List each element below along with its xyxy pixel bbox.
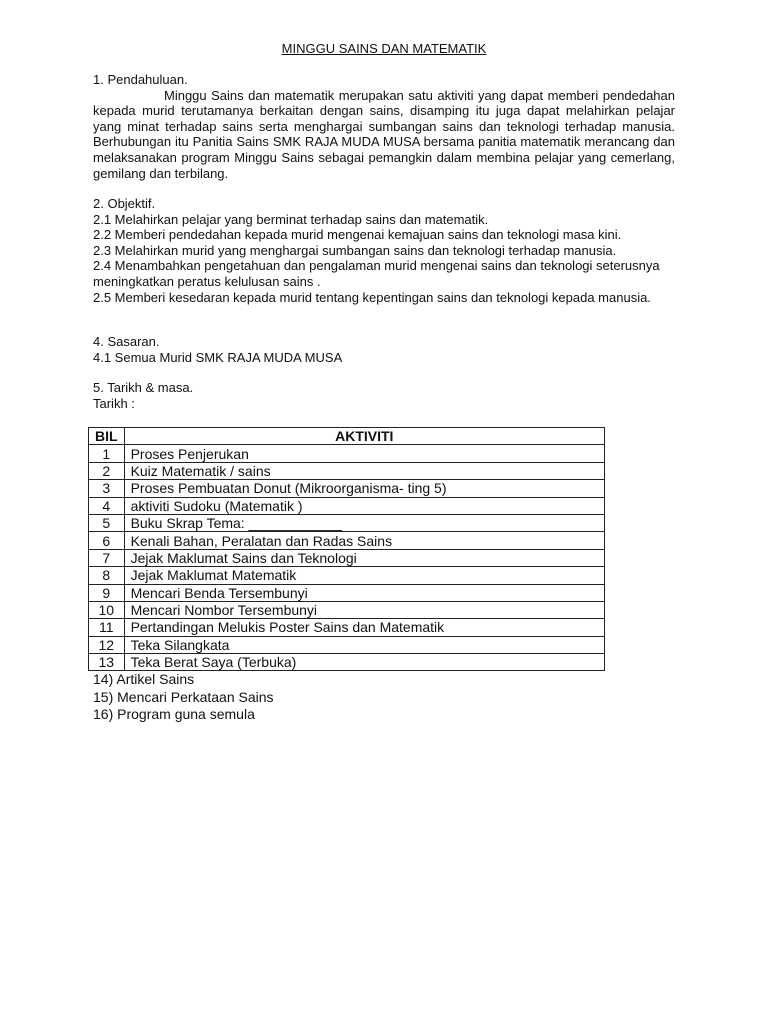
section-heading: 4. Sasaran.	[93, 334, 160, 349]
objective-item: 2.2 Memberi pendedahan kepada murid mengenai kemajuan sains dan teknologi masa kini.	[93, 227, 622, 243]
section-heading: 2. Objektif.	[93, 196, 156, 211]
objective-item: 2.3 Melahirkan murid yang menghargai sumbangan sains dan teknologi terhadap manusia.	[93, 242, 617, 258]
row-activity: Buku Skrap Tema: ____________	[124, 514, 604, 531]
row-number: 5	[89, 514, 125, 531]
table-row	[89, 549, 605, 566]
list-item: 14) Artikel Sains	[93, 671, 195, 687]
section-heading: 1. Pendahuluan.	[93, 72, 188, 87]
row-number: 12	[89, 636, 125, 653]
row-number: 1	[89, 445, 125, 462]
objective-item: 2.4 Menambahkan pengetahuan dan pengalaman murid mengenai sains dan teknologi seterusnya meningkatkan peratus kelulusan sains .	[93, 258, 660, 289]
objective-item: 2.5 Memberi kesedaran kepada murid tentang kepentingan sains dan teknologi kepada manusia.	[93, 289, 651, 305]
row-activity: Kenali Bahan, Peralatan dan Radas Sains	[124, 532, 604, 549]
header-aktiviti: AKTIVITI	[124, 428, 604, 445]
table-row	[89, 654, 605, 671]
target-item: 4.1 Semua Murid SMK RAJA MUDA MUSA	[93, 349, 343, 365]
table-row	[89, 532, 605, 549]
table-row	[89, 601, 605, 618]
row-number: 10	[89, 601, 125, 618]
table-row	[89, 514, 605, 531]
row-number: 8	[89, 567, 125, 584]
section-objektif	[93, 196, 675, 305]
activity-table	[88, 427, 605, 671]
row-activity: Pertandingan Melukis Poster Sains dan Matematik	[124, 619, 604, 636]
table-row	[89, 636, 605, 653]
row-number: 2	[89, 462, 125, 479]
row-activity: Teka Silangkata	[124, 636, 604, 653]
row-activity: aktiviti Sudoku (Matematik )	[124, 497, 604, 514]
row-number: 6	[89, 532, 125, 549]
table-row	[89, 462, 605, 479]
section-pendahuluan	[93, 72, 675, 181]
row-activity: Kuiz Matematik / sains	[124, 462, 604, 479]
table-header-row	[89, 428, 605, 445]
row-activity: Jejak Maklumat Matematik	[124, 567, 604, 584]
row-number: 11	[89, 619, 125, 636]
row-number: 4	[89, 497, 125, 514]
table-row	[89, 497, 605, 514]
document-title: MINGGU SAINS DAN MATEMATIK	[281, 41, 487, 56]
row-activity: Mencari Benda Tersembunyi	[124, 584, 604, 601]
table-row	[89, 584, 605, 601]
objective-item: 2.1 Melahirkan pelajar yang berminat terhadap sains dan matematik.	[93, 211, 489, 227]
section-sasaran	[93, 334, 675, 365]
row-activity: Proses Penjerukan	[124, 445, 604, 462]
table-row	[89, 619, 605, 636]
list-item: 15) Mencari Perkataan Sains	[93, 688, 274, 705]
row-number: 3	[89, 480, 125, 497]
list-item: 16) Program guna semula	[93, 706, 255, 722]
row-number: 13	[89, 654, 125, 671]
tarikh-label: Tarikh :	[93, 395, 135, 411]
table-row	[89, 480, 605, 497]
section-heading: 5. Tarikh & masa.	[93, 380, 194, 395]
section-tarikh	[93, 380, 675, 411]
table-row	[89, 445, 605, 462]
section-paragraph: Minggu Sains dan matematik merupakan satu aktiviti yang dapat memberi pendedahan kepada murid terutamanya berkaitan dengan sains, disamping itu juga dapat melahirkan pelajar yang minat terhadap sains serta menghargai sumbangan sains dan teknologi terhadap manusia. Berhubungan itu Panitia Sains SMK RAJA MUDA MUSA bersama panitia matematik merancang dan melaksanakan program Minggu Sains sebagai pemangkin dalam membina pelajar yang cemerlang, gemilang dan terbilang.	[93, 87, 675, 181]
row-activity: Teka Berat Saya (Terbuka)	[124, 654, 604, 671]
header-bil: BIL	[89, 428, 125, 445]
row-activity: Proses Pembuatan Donut (Mikroorganisma- ting 5)	[124, 480, 604, 497]
row-number: 9	[89, 584, 125, 601]
row-activity: Jejak Maklumat Sains dan Teknologi	[124, 549, 604, 566]
row-number: 7	[89, 549, 125, 566]
row-activity: Mencari Nombor Tersembunyi	[124, 601, 604, 618]
table-row	[89, 567, 605, 584]
extra-activities	[93, 671, 274, 724]
